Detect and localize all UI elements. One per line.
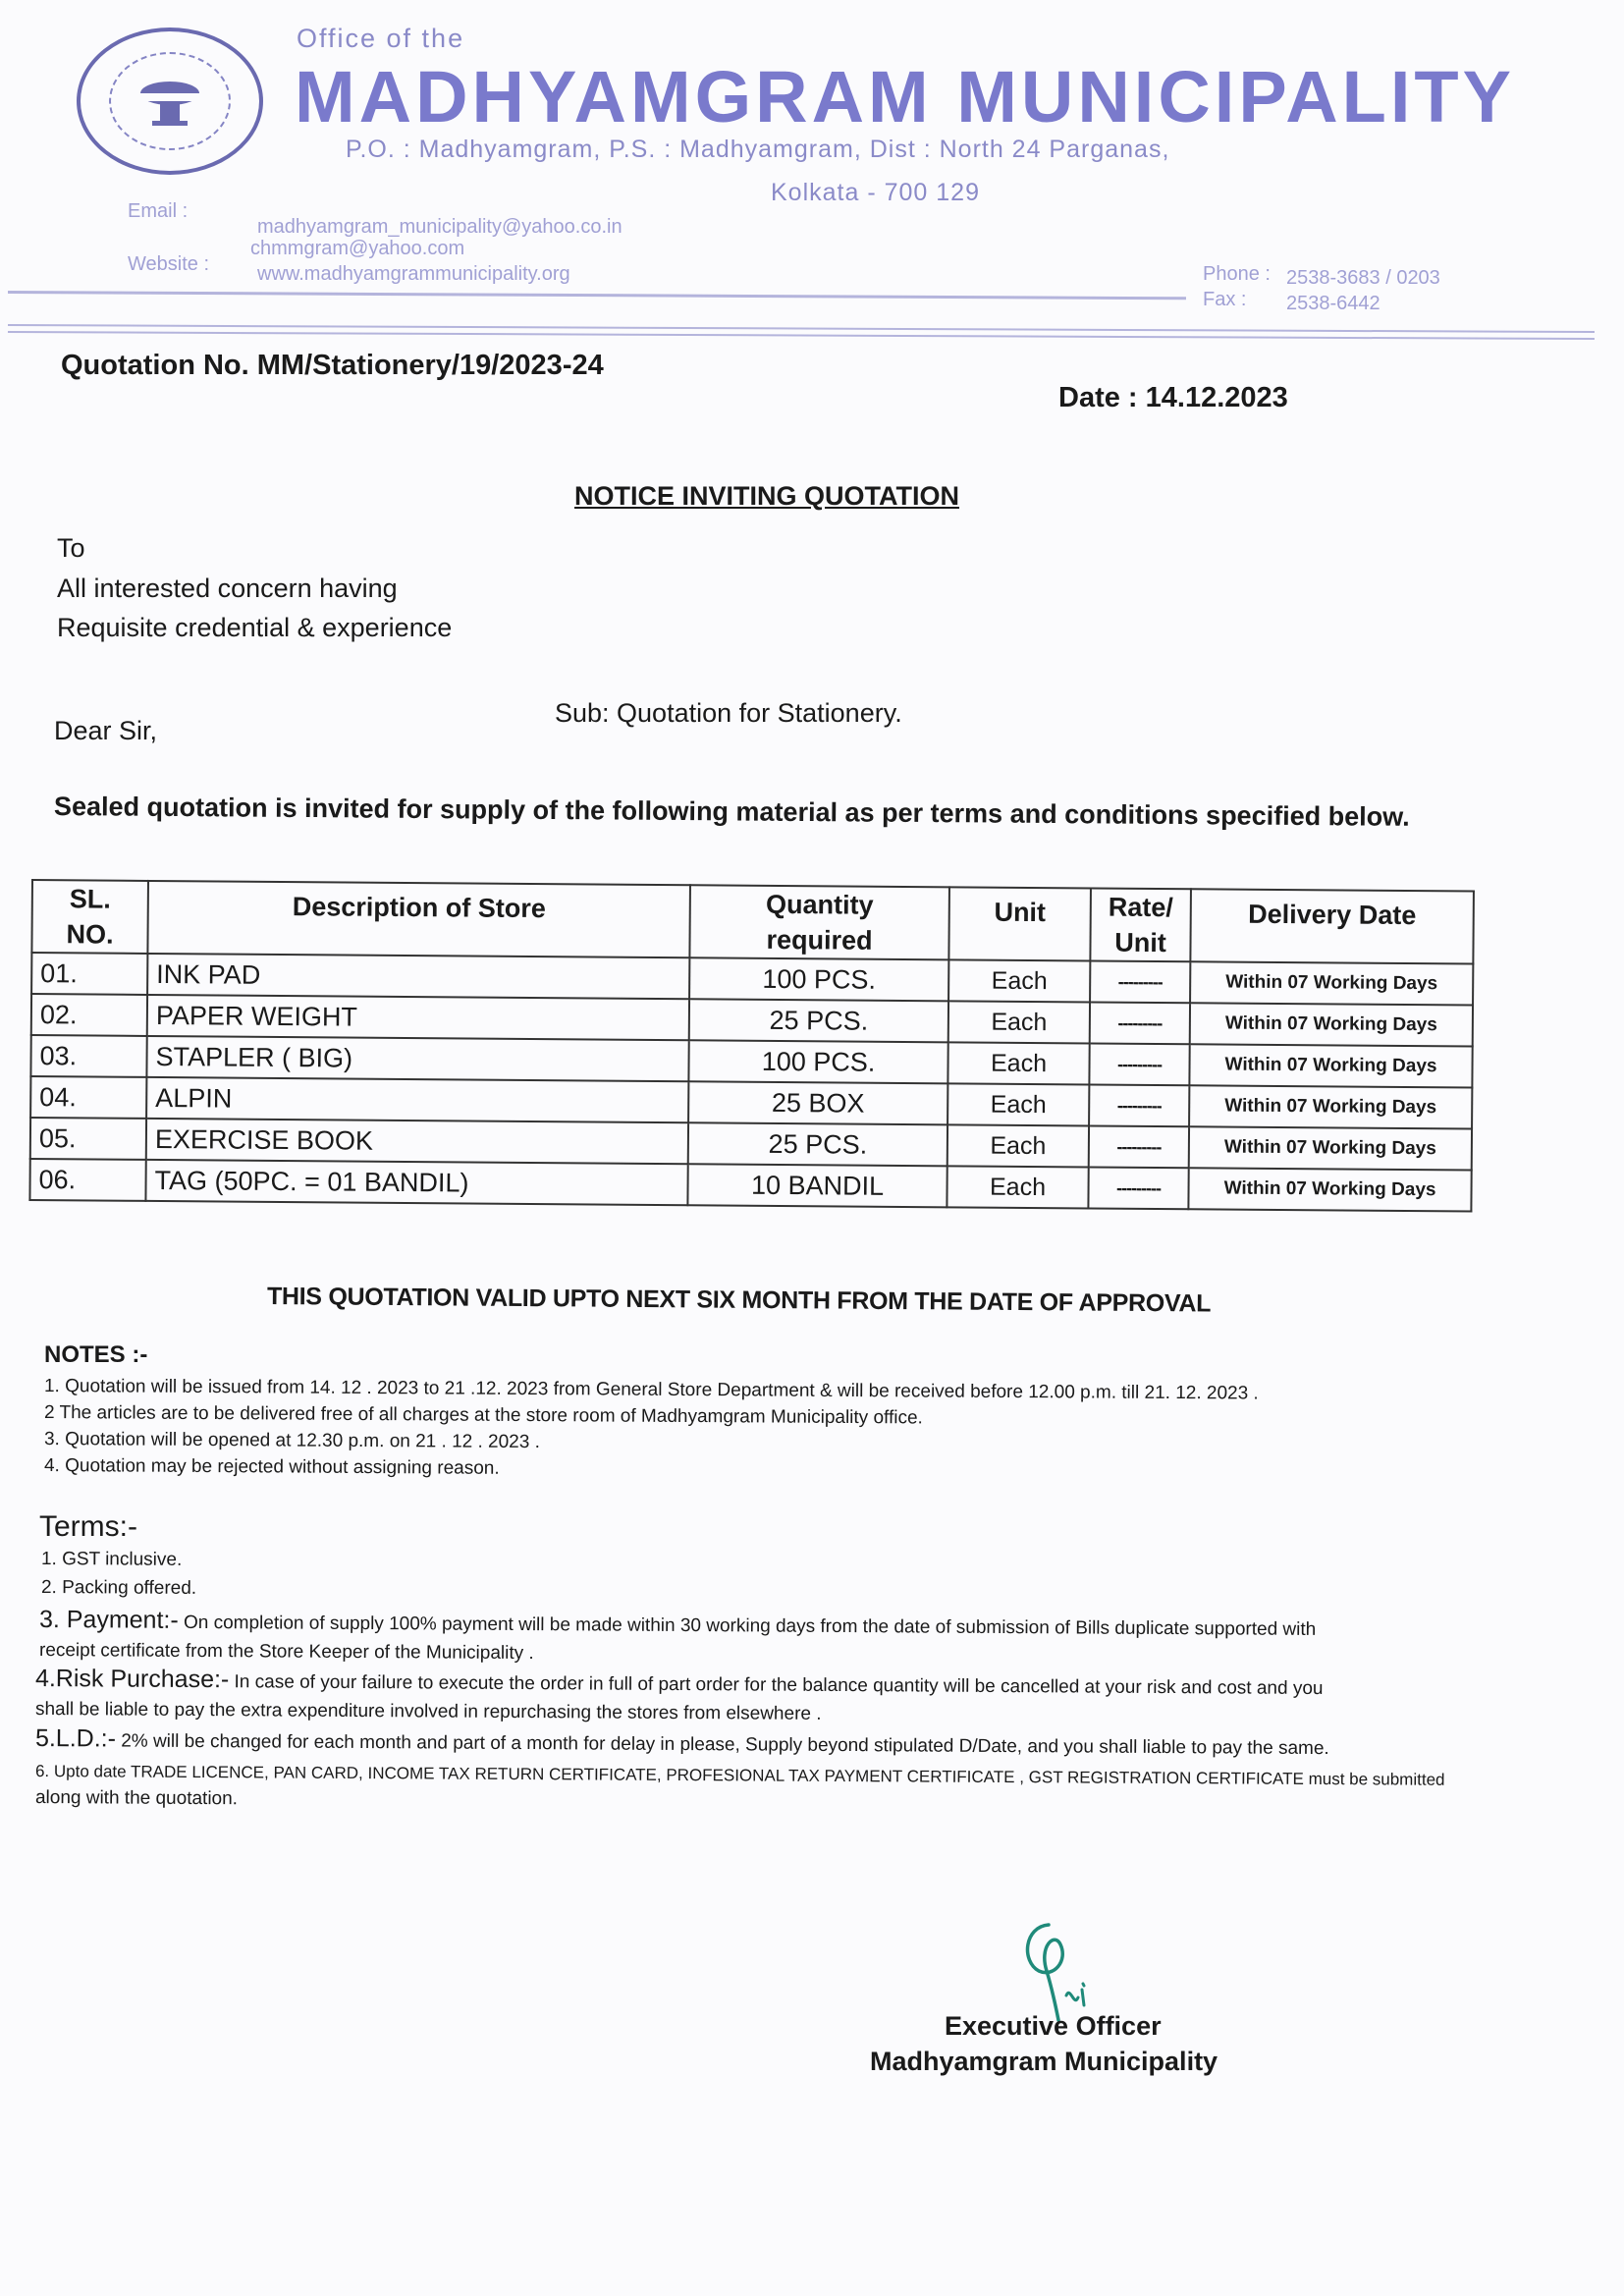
municipality-seal-icon bbox=[77, 27, 263, 175]
cell-unit: Each bbox=[947, 1166, 1088, 1208]
table-header-row bbox=[31, 880, 1474, 964]
items-table-wrapper bbox=[28, 879, 1475, 1213]
cell-delivery: Within 07 Working Days bbox=[1190, 961, 1473, 1005]
cell-description: PAPER WEIGHT bbox=[147, 995, 689, 1040]
cell-delivery: Within 07 Working Days bbox=[1188, 1168, 1471, 1211]
fax-label: Fax : bbox=[1203, 289, 1247, 310]
cell-sl: 06. bbox=[29, 1159, 145, 1201]
signatory-organization: Madhyamgram Municipality bbox=[870, 2047, 1218, 2076]
recipient-line1: All interested concern having bbox=[57, 574, 398, 603]
notice-heading: NOTICE INVITING QUOTATION bbox=[574, 481, 959, 511]
term-risk-label: 4.Risk Purchase:- bbox=[34, 1665, 230, 1694]
cell-delivery: Within 07 Working Days bbox=[1189, 1126, 1472, 1170]
header-sl-line2: NO. bbox=[66, 919, 114, 950]
header-qty-line1: Quantity bbox=[765, 889, 874, 920]
notice-date: Date : 14.12.2023 bbox=[1058, 382, 1288, 413]
recipient-line2: Requisite credential & experience bbox=[57, 613, 453, 642]
recipient-to: To bbox=[57, 533, 85, 563]
letterhead-divider bbox=[8, 291, 1186, 300]
header-description: Description of Store bbox=[147, 881, 690, 957]
cell-description: INK PAD bbox=[147, 954, 689, 999]
cell-rate: --------- bbox=[1089, 1125, 1189, 1168]
cell-sl: 01. bbox=[31, 953, 147, 995]
cell-description: ALPIN bbox=[146, 1077, 688, 1122]
note-item: 3. Quotation will be opened at 12.30 p.m. on 21 . 12 . 2023 . bbox=[43, 1429, 540, 1453]
phone-number: 2538-3683 / 0203 bbox=[1286, 267, 1440, 289]
website-link[interactable]: www.madhyamgrammunicipality.org bbox=[257, 263, 570, 285]
letterhead-address-line2: Kolkata - 700 129 bbox=[771, 179, 980, 206]
term-ld bbox=[35, 1724, 1329, 1761]
cell-sl: 05. bbox=[30, 1118, 146, 1160]
header-rate-line2: Unit bbox=[1114, 927, 1166, 958]
term-documents: 6. Upto date TRADE LICENCE, PAN CARD, INCOME TAX RETURN CERTIFICATE, PROFESIONAL TAX PAYMENT CERTIFICATE , GST REGISTRATION CERTIFICATE must be submitted bbox=[34, 1762, 1445, 1789]
signatory-title: Executive Officer bbox=[945, 2011, 1162, 2041]
letterhead-office-of: Office of the bbox=[297, 24, 465, 53]
email-primary[interactable]: madhyamgram_municipality@yahoo.co.in bbox=[257, 216, 623, 238]
items-table bbox=[28, 879, 1475, 1213]
cell-rate: --------- bbox=[1088, 1167, 1188, 1209]
cell-unit: Each bbox=[947, 1124, 1089, 1167]
header-sl bbox=[31, 880, 148, 954]
term-payment bbox=[39, 1606, 1316, 1642]
cell-description: STAPLER ( BIG) bbox=[146, 1036, 688, 1081]
cell-quantity: 10 BANDIL bbox=[687, 1164, 947, 1207]
cell-quantity: 25 PCS. bbox=[689, 999, 948, 1042]
cell-quantity: 100 PCS. bbox=[688, 1040, 947, 1083]
term-risk-text: In case of your failure to execute the order in full of part order for the balance quantity will be cancelled at your risk and cost and you bbox=[234, 1671, 1324, 1700]
cell-unit: Each bbox=[947, 1042, 1089, 1084]
letterhead-address-line1: P.O. : Madhyamgram, P.S. : Madhyamgram, Dist : North 24 Parganas, bbox=[346, 136, 1170, 163]
cell-unit: Each bbox=[948, 1001, 1090, 1043]
salutation: Dear Sir, bbox=[54, 716, 158, 745]
cell-delivery: Within 07 Working Days bbox=[1189, 1085, 1472, 1128]
term-gst: 1. GST inclusive. bbox=[40, 1549, 183, 1570]
cell-quantity: 100 PCS. bbox=[689, 957, 948, 1001]
website-label: Website : bbox=[128, 253, 209, 275]
header-delivery: Delivery Date bbox=[1190, 889, 1474, 963]
header-quantity bbox=[689, 885, 949, 959]
term-ld-text: 2% will be changed for each month and part of a month for delay in please, Supply beyond stipulated D/Date, and you shall liable to pay the same. bbox=[121, 1730, 1329, 1760]
cell-rate: --------- bbox=[1089, 1043, 1189, 1085]
cell-delivery: Within 07 Working Days bbox=[1190, 1003, 1473, 1046]
cell-quantity: 25 PCS. bbox=[688, 1122, 947, 1166]
cell-unit: Each bbox=[947, 1083, 1089, 1125]
cell-delivery: Within 07 Working Days bbox=[1189, 1044, 1472, 1087]
letterhead-double-divider bbox=[8, 324, 1595, 340]
note-item: 2 The articles are to be delivered free of all charges at the store room of Madhyamgram Municipality office. bbox=[43, 1402, 923, 1429]
cell-rate: --------- bbox=[1089, 1084, 1189, 1126]
cell-rate: --------- bbox=[1090, 1002, 1190, 1044]
term-documents-cont: along with the quotation. bbox=[34, 1787, 239, 1810]
term-risk-cont: shall be liable to pay the extra expenditure involved in repurchasing the stores from elsewhere . bbox=[34, 1699, 822, 1724]
letterhead-title: MADHYAMGRAM MUNICIPALITY bbox=[295, 56, 1515, 137]
note-item: 1. Quotation will be issued from 14. 12 . 2023 to 21 .12. 2023 from General Store Department & will be received before 12.00 p.m. till 21. 12. 2023 . bbox=[43, 1376, 1259, 1404]
term-ld-label: 5.L.D.:- bbox=[34, 1724, 117, 1753]
quotation-number: Quotation No. MM/Stationery/19/2023-24 bbox=[61, 350, 604, 381]
email-secondary[interactable]: chmmgram@yahoo.com bbox=[250, 238, 465, 259]
cell-sl: 04. bbox=[30, 1076, 146, 1119]
fax-number: 2538-6442 bbox=[1286, 293, 1380, 314]
cell-description: TAG (50PC. = 01 BANDIL) bbox=[145, 1160, 687, 1205]
header-rate-line1: Rate/ bbox=[1108, 892, 1173, 923]
term-risk-purchase bbox=[35, 1665, 1324, 1701]
cell-quantity: 25 BOX bbox=[688, 1081, 947, 1124]
intro-paragraph: Sealed quotation is invited for supply of the following material as per terms and conditions specified below. bbox=[53, 792, 1410, 832]
header-qty-line2: required bbox=[766, 924, 873, 956]
subject-line: Sub: Quotation for Stationery. bbox=[555, 698, 902, 728]
term-packing: 2. Packing offered. bbox=[40, 1577, 197, 1599]
terms-heading: Terms:- bbox=[39, 1510, 137, 1543]
cell-unit: Each bbox=[948, 959, 1090, 1002]
term-payment-label: 3. Payment:- bbox=[38, 1606, 179, 1634]
validity-statement: THIS QUOTATION VALID UPTO NEXT SIX MONTH FROM THE DATE OF APPROVAL bbox=[266, 1283, 1212, 1318]
notes-heading: NOTES :- bbox=[44, 1341, 148, 1368]
cell-description: EXERCISE BOOK bbox=[146, 1119, 688, 1164]
cell-sl: 02. bbox=[31, 994, 147, 1036]
email-label: Email : bbox=[128, 200, 189, 222]
header-unit: Unit bbox=[948, 887, 1091, 960]
handwritten-signature-icon bbox=[1009, 1917, 1117, 2025]
term-payment-cont: receipt certificate from the Store Keeper of the Municipality . bbox=[38, 1640, 534, 1665]
phone-label: Phone : bbox=[1203, 263, 1271, 285]
header-rate bbox=[1090, 888, 1191, 961]
cell-sl: 03. bbox=[30, 1035, 146, 1077]
term-payment-text: On completion of supply 100% payment will be made within 30 working days from the date of submission of Bills duplicate supported with bbox=[183, 1612, 1317, 1640]
header-sl-line1: SL. bbox=[69, 884, 111, 914]
cell-rate: --------- bbox=[1090, 960, 1190, 1003]
note-item: 4. Quotation may be rejected without assigning reason. bbox=[43, 1455, 500, 1479]
